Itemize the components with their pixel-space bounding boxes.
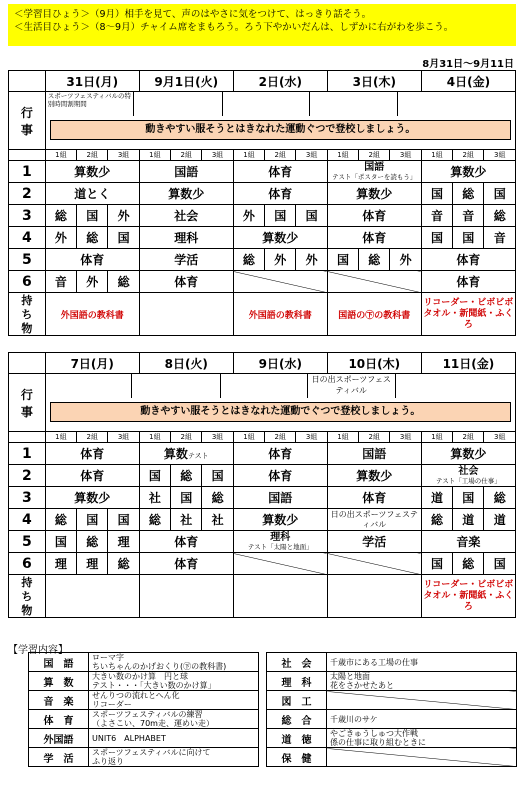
subject-cell: 理科 テスト「太陽と地面」: [233, 531, 327, 553]
class-label: 1組: [139, 150, 170, 161]
contents-row: [29, 748, 517, 767]
class-label: 2組: [265, 150, 296, 161]
contents-row: [29, 710, 517, 729]
subject-cell: 音: [45, 271, 76, 293]
subject-cell: 体育: [45, 465, 139, 487]
day-header: 9月1日(火): [139, 71, 233, 92]
items-cell: 外国語の教科書: [233, 293, 327, 336]
class-label: 2組: [359, 150, 390, 161]
day-header: 2日(水): [233, 71, 327, 92]
subject-cell: 体育: [139, 531, 233, 553]
subject-cell: 国: [421, 227, 452, 249]
subject-cell: 算数テスト: [139, 443, 233, 465]
subject-cell: 外: [296, 249, 327, 271]
period-number: 3: [9, 205, 46, 227]
class-label: 1組: [421, 432, 452, 443]
class-label: 2組: [171, 432, 202, 443]
subject-cell: 算数少: [45, 161, 139, 183]
dress-notice: 動きやすい服そうとはきなれた運動ぐつで登校しましょう。: [50, 120, 511, 140]
goals-banner: [8, 4, 516, 46]
subject-cell: 総: [139, 509, 170, 531]
period-number: 2: [9, 183, 46, 205]
items-cell: [139, 575, 233, 618]
week1-timetable: [8, 70, 516, 336]
event-row-label: 行 事: [9, 92, 46, 150]
subject-cell: 音楽: [421, 531, 515, 553]
items-cell: リコーダー・ビボビボタオル・新聞紙・ふくろ: [421, 575, 515, 618]
contents-row: [29, 691, 517, 710]
spacer: [259, 672, 267, 691]
content-text: [327, 748, 517, 767]
class-label: 3組: [296, 150, 327, 161]
items-cell: 国語の㊦の教科書: [327, 293, 421, 336]
items-cell: [45, 575, 139, 618]
subject-cell: 理: [45, 553, 76, 575]
class-label: 1組: [327, 432, 358, 443]
items-cell: リコーダー・ビボビボタオル・新聞紙・ふくろ: [421, 293, 515, 336]
class-label: 3組: [202, 150, 233, 161]
subject-name: 音 楽: [29, 691, 89, 710]
subject-cell: 算数少: [45, 487, 139, 509]
subject-cell: 総: [484, 205, 516, 227]
day-header: 7日(月): [45, 353, 139, 374]
subject-cell: 道: [453, 509, 484, 531]
contents-row: [29, 729, 517, 748]
empty-slot: [233, 271, 327, 293]
subject-cell: 理科: [139, 227, 233, 249]
contents-row: [29, 672, 517, 691]
class-label: 1組: [233, 150, 264, 161]
subject-cell: 国: [296, 205, 327, 227]
subject-cell: 国: [108, 509, 139, 531]
subject-cell: 総: [421, 509, 452, 531]
subject-cell: 日の出スポーツフェスティバル: [327, 509, 421, 531]
subject-cell: 体育: [327, 487, 421, 509]
period-number: 5: [9, 531, 46, 553]
class-label: 3組: [108, 150, 139, 161]
subject-name: 道 徳: [267, 729, 327, 748]
empty-slot: [327, 271, 421, 293]
content-text: スポーツフェスティバルの練習 （よさこい、70m走、運めい走）: [89, 710, 259, 729]
event-thu: 日の出スポーツフェスティバル: [308, 374, 396, 398]
subject-cell: 算数少: [139, 183, 233, 205]
class-label: 2組: [77, 432, 108, 443]
subject-cell: 体育: [233, 183, 327, 205]
subject-cell: 総: [77, 227, 108, 249]
subject-cell: 国語 テスト「ポスターを読もう」: [327, 161, 421, 183]
day-header: 31日(月): [45, 71, 139, 92]
subject-cell: 総: [108, 553, 139, 575]
contents-row: [29, 653, 517, 672]
subject-cell: 国: [484, 183, 516, 205]
subject-cell: 総: [453, 183, 484, 205]
class-label: 1組: [45, 432, 76, 443]
subject-name: 外国語: [29, 729, 89, 748]
class-label: 3組: [296, 432, 327, 443]
content-text: やごきゅうしゅつ大作戦 係の仕事に取り組むときに: [327, 729, 517, 748]
subject-cell: 音: [484, 227, 516, 249]
class-label: 3組: [484, 150, 516, 161]
empty-slot: [233, 553, 327, 575]
subject-cell: 道: [421, 487, 452, 509]
subject-cell: 総: [171, 465, 202, 487]
period-number: 4: [9, 509, 46, 531]
subject-cell: 体育: [139, 271, 233, 293]
content-text: 千歳川のサケ: [327, 710, 517, 729]
subject-cell: 算数少: [233, 227, 327, 249]
subject-cell: 外: [108, 205, 139, 227]
period-number: 3: [9, 487, 46, 509]
spacer: [259, 653, 267, 672]
subject-cell: 算数少: [327, 183, 421, 205]
subject-cell: 外: [233, 205, 264, 227]
subject-name: 国 語: [29, 653, 89, 672]
subject-cell: 総: [484, 487, 516, 509]
subject-cell: 国: [265, 205, 296, 227]
class-label: 2組: [265, 432, 296, 443]
subject-cell: 外: [390, 249, 421, 271]
subject-cell: 道: [484, 509, 516, 531]
subject-cell: 学活: [139, 249, 233, 271]
subject-cell: 体育: [45, 443, 139, 465]
class-label: 2組: [453, 150, 484, 161]
content-text: せんりつの流れとへん化 リコーダー: [89, 691, 259, 710]
subject-cell: 体育: [233, 161, 327, 183]
empty-slot: [327, 553, 421, 575]
subject-cell: 社: [202, 509, 233, 531]
class-label: 2組: [453, 432, 484, 443]
subject-cell: 体育: [327, 227, 421, 249]
class-label: 1組: [139, 432, 170, 443]
subject-name: 算 数: [29, 672, 89, 691]
content-text: スポーツフェスティバルに向けて ふり返り: [89, 748, 259, 767]
class-label: 3組: [484, 432, 516, 443]
day-header: 9日(水): [233, 353, 327, 374]
content-text: ローマ字 ちいちゃんのかげおくり(㊦の教科書): [89, 653, 259, 672]
day-header: 3日(木): [327, 71, 421, 92]
class-label: 3組: [390, 432, 421, 443]
subject-cell: 国: [108, 227, 139, 249]
subject-cell: 外: [77, 271, 108, 293]
day-header: 11日(金): [421, 353, 515, 374]
subject-cell: 国: [202, 465, 233, 487]
subject-name: 図 工: [267, 691, 327, 710]
subject-cell: 国: [327, 249, 358, 271]
subject-name: 学 活: [29, 748, 89, 767]
content-text: [327, 691, 517, 710]
period-number: 5: [9, 249, 46, 271]
subject-cell: 算数少: [233, 509, 327, 531]
subject-cell: 体育: [233, 465, 327, 487]
subject-cell: 国: [171, 487, 202, 509]
class-label: 2組: [77, 150, 108, 161]
subject-cell: 総: [233, 249, 264, 271]
spacer: [259, 748, 267, 767]
items-cell: [233, 575, 327, 618]
subject-name: 理 科: [267, 672, 327, 691]
subject-cell: 国語: [233, 487, 327, 509]
content-text: 太陽と地面 花をさかせたあと: [327, 672, 517, 691]
subject-cell: 国: [453, 487, 484, 509]
subject-cell: 体育: [327, 205, 421, 227]
class-label: 1組: [233, 432, 264, 443]
class-label: 3組: [202, 432, 233, 443]
subject-cell: 国: [139, 465, 170, 487]
items-cell: 外国語の教科書: [45, 293, 139, 336]
class-label: 1組: [327, 150, 358, 161]
spacer: [259, 710, 267, 729]
subject-cell: 総: [45, 509, 76, 531]
spacer: [259, 691, 267, 710]
subject-cell: 体育: [421, 271, 515, 293]
subject-cell: 国: [77, 205, 108, 227]
items-row-label: 持 ち 物: [9, 293, 46, 336]
subject-cell: 総: [77, 531, 108, 553]
content-text: 大きい数のかけ算 円と球 テスト・・・「大きい数のかけ算」: [89, 672, 259, 691]
event-row-label: 行 事: [9, 374, 46, 432]
subject-cell: 総: [453, 553, 484, 575]
subject-cell: 国語: [327, 443, 421, 465]
subject-cell: 理: [77, 553, 108, 575]
day-header: 10日(木): [327, 353, 421, 374]
dress-notice: 動きやすい服そうとはきなれた運動でぐつで登校しましょう。: [50, 402, 511, 422]
subject-cell: 外: [45, 227, 76, 249]
event-mon: スポーツフェスティバルの特別時間割期間: [46, 92, 134, 116]
class-label: 2組: [171, 150, 202, 161]
items-row-label: 持 ち 物: [9, 575, 46, 618]
subject-cell: 社: [139, 487, 170, 509]
class-label: 3組: [390, 150, 421, 161]
subject-cell: 体育: [45, 249, 139, 271]
subject-cell: 国: [484, 553, 516, 575]
items-cell: [139, 293, 233, 336]
class-label: 1組: [421, 150, 452, 161]
contents-title: 【学習内容】: [8, 645, 68, 656]
subject-cell: 算数少: [421, 443, 515, 465]
period-number: 6: [9, 553, 46, 575]
subject-cell: 国: [77, 509, 108, 531]
week2-timetable: [8, 352, 516, 618]
subject-cell: 理: [108, 531, 139, 553]
period-number: 6: [9, 271, 46, 293]
content-text: UNIT6 ALPHABET: [89, 729, 259, 748]
study-goal: ＜学習目ひょう＞（9月）相手を見て、声のはやさに気をつけて、はっきり話そう。: [14, 9, 372, 20]
subject-name: 体 育: [29, 710, 89, 729]
subject-cell: 国: [421, 553, 452, 575]
subject-cell: 社会: [139, 205, 233, 227]
subject-cell: 算数少: [421, 161, 515, 183]
day-header: 4日(金): [421, 71, 515, 92]
subject-cell: 体育: [421, 249, 515, 271]
subject-cell: 国語: [139, 161, 233, 183]
subject-cell: 総: [45, 205, 76, 227]
subject-cell: 社: [171, 509, 202, 531]
day-header: 8日(火): [139, 353, 233, 374]
spacer: [259, 729, 267, 748]
class-label: 2組: [359, 432, 390, 443]
period-number: 4: [9, 227, 46, 249]
subject-cell: 社会 テスト「工場の仕事」: [421, 465, 515, 487]
items-cell: [327, 575, 421, 618]
subject-cell: 総: [359, 249, 390, 271]
class-label: 3組: [108, 432, 139, 443]
life-goal: ＜生活目ひょう＞（8～9月）チャイム席をまもろう。ろう下やかいだんは、しずかに右がわを歩こう。: [14, 22, 454, 33]
subject-name: 社 会: [267, 653, 327, 672]
class-label: 1組: [45, 150, 76, 161]
subject-cell: 学活: [327, 531, 421, 553]
period-number: 1: [9, 161, 46, 183]
subject-cell: 道とく: [45, 183, 139, 205]
subject-cell: 国: [45, 531, 76, 553]
subject-cell: 総: [108, 271, 139, 293]
content-text: 千歳市にある工場の仕事: [327, 653, 517, 672]
subject-cell: 音: [453, 205, 484, 227]
period-number: 1: [9, 443, 46, 465]
subject-cell: 外: [265, 249, 296, 271]
subject-cell: 算数少: [327, 465, 421, 487]
subject-cell: 国: [453, 227, 484, 249]
learning-contents-table: [28, 652, 517, 767]
subject-cell: 体育: [233, 443, 327, 465]
subject-cell: 国: [421, 183, 452, 205]
period-number: 2: [9, 465, 46, 487]
subject-cell: 体育: [139, 553, 233, 575]
subject-name: 総 合: [267, 710, 327, 729]
subject-cell: 音: [421, 205, 452, 227]
subject-name: 保 健: [267, 748, 327, 767]
date-range: 8月31日～9月11日: [422, 59, 514, 70]
subject-cell: 総: [202, 487, 233, 509]
